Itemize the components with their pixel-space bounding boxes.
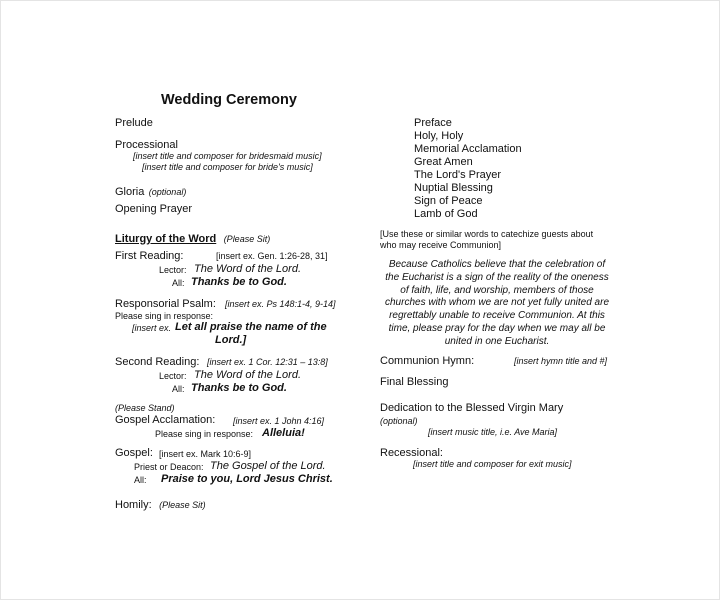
list-item: Lamb of God <box>414 208 478 220</box>
gospel-ref: [insert ex. Mark 10:6-9] <box>159 449 252 459</box>
processional-label: Processional <box>115 139 178 151</box>
gospel-acclamation-ref: [insert ex. 1 John 4:16] <box>233 416 325 426</box>
list-item: Memorial Acclamation <box>414 143 522 155</box>
psalm-ref: [insert ex. Ps 148:1-4, 9-14] <box>225 299 336 309</box>
priest-text: The Gospel of the Lord. <box>210 460 326 472</box>
gloria-label: Gloria <box>115 186 145 198</box>
list-item: Great Amen <box>414 156 473 168</box>
statement-line: Because Catholics believe that the celebration of <box>388 259 606 270</box>
dedication-note: [insert music title, i.e. Ave Maria] <box>428 427 558 437</box>
second-reading-label: Second Reading: <box>115 356 200 368</box>
statement-line: regrettably unable to receive Communion. At this <box>389 310 605 322</box>
recessional-note: [insert title and composer for exit music] <box>413 459 572 469</box>
lector-text-2: The Word of the Lord. <box>194 369 301 381</box>
opening-prayer: Opening Prayer <box>115 203 193 215</box>
liturgy-heading <box>115 230 270 246</box>
lector-label: Lector: <box>159 265 187 275</box>
processional-note-1: [insert title and composer for bridesmaid music] <box>133 151 322 161</box>
list-item: Sign of Peace <box>414 195 483 207</box>
please-stand: (Please Stand) <box>115 403 175 413</box>
dedication-label: Dedication to the Blessed Virgin Mary <box>380 402 564 414</box>
lector-text: The Word of the Lord. <box>194 263 301 275</box>
statement-line: churches with whom we are not yet fully united are <box>385 297 609 309</box>
priest-label: Priest or Deacon: <box>134 462 204 472</box>
all-label: All: <box>172 278 185 288</box>
gloria <box>115 183 186 199</box>
list-item: Holy, Holy <box>414 130 464 142</box>
homily-note: (Please Sit) <box>159 500 206 510</box>
gloria-note: (optional) <box>148 187 187 197</box>
all-label-2: All: <box>172 384 185 394</box>
catechize-note-1: [Use these or similar words to catechize guests about <box>380 229 594 239</box>
statement-line: united in one Eucharist. <box>444 335 550 347</box>
list-item: Preface <box>414 117 452 129</box>
psalm-response-2: Lord.] <box>215 334 247 346</box>
psalm-label: Responsorial Psalm: <box>115 298 216 310</box>
psalm-please-sing: Please sing in response: <box>115 311 214 321</box>
prelude: Prelude <box>115 117 153 129</box>
all-text: Thanks be to God. <box>191 276 287 288</box>
list-item: The Lord's Prayer <box>414 169 502 181</box>
communion-statement <box>378 259 616 349</box>
liturgy-note: (Please Sit) <box>223 234 271 244</box>
page-title: Wedding Ceremony <box>161 92 297 108</box>
statement-line: of faith, life, and worship, members of those <box>400 284 594 296</box>
gospel-acclamation-label: Gospel Acclamation: <box>115 414 216 426</box>
processional-note-2: [insert title and composer for bride's music] <box>142 162 313 172</box>
statement-line: time, please pray for the day when we may all be <box>388 322 606 334</box>
liturgy-label: Liturgy of the Word <box>115 233 217 245</box>
catechize-note-2: who may receive Communion] <box>380 240 502 250</box>
final-blessing: Final Blessing <box>380 376 449 388</box>
gospel-label: Gospel: <box>115 447 153 459</box>
first-reading-label: First Reading: <box>115 250 184 262</box>
gospel-acclamation-response: Alleluia! <box>262 427 305 439</box>
liturgy-eucharist-list <box>414 117 522 221</box>
second-reading-ref: [insert ex. 1 Cor. 12:31 – 13:8] <box>207 357 328 367</box>
recessional-label: Recessional: <box>380 447 443 459</box>
all-label-3: All: <box>134 475 147 485</box>
statement-line: the Eucharist is a sign of the reality of the oneness <box>385 271 609 283</box>
psalm-response-1: Let all praise the name of the <box>175 321 327 333</box>
homily-label: Homily: <box>115 499 152 511</box>
lector-label-2: Lector: <box>159 371 187 381</box>
dedication-optional: (optional) <box>380 416 418 426</box>
all-text-3: Praise to you, Lord Jesus Christ. <box>161 473 333 485</box>
first-reading-ref: [insert ex. Gen. 1:26-28, 31] <box>216 251 328 261</box>
all-text-2: Thanks be to God. <box>191 382 287 394</box>
communion-hymn-note: [insert hymn title and #] <box>514 356 608 366</box>
homily <box>115 496 206 512</box>
psalm-insert: [insert ex. <box>132 323 172 333</box>
gospel-acclamation-please-sing: Please sing in response: <box>155 429 254 439</box>
list-item: Nuptial Blessing <box>414 182 493 194</box>
communion-hymn-label: Communion Hymn: <box>380 355 475 367</box>
